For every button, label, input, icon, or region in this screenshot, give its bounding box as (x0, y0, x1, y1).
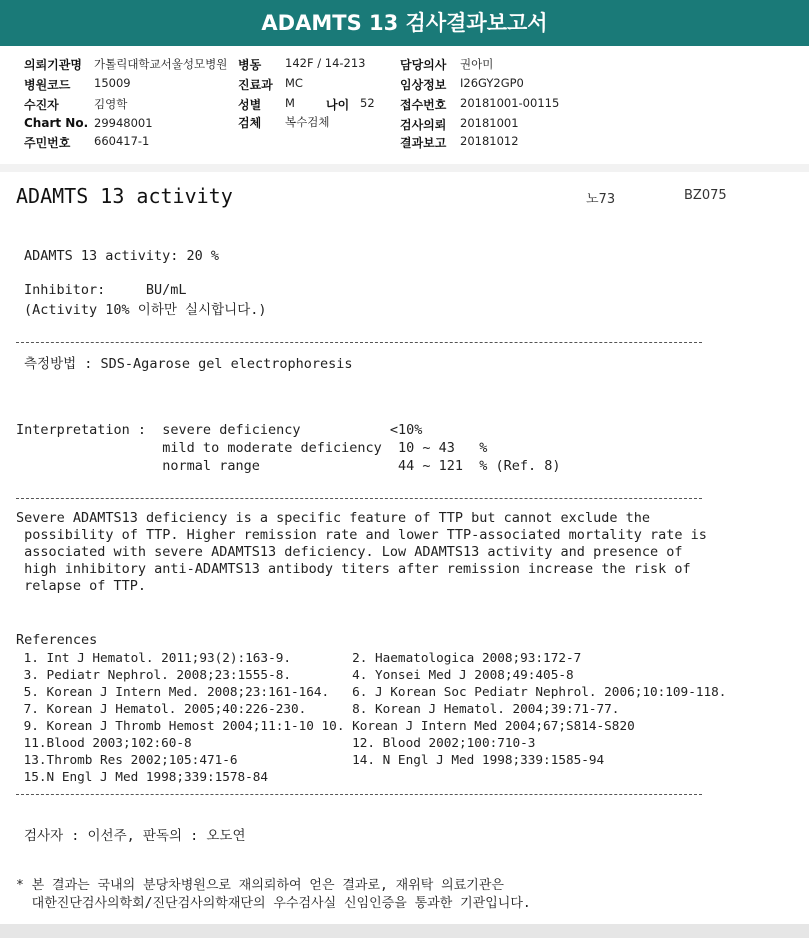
resident-id-label: 주민번호 (24, 136, 71, 150)
references-title: References (16, 632, 98, 648)
interpretation-line: Interpretation : severe deficiency <10% (16, 422, 423, 438)
method-line: 측정방법 : SDS-Agarose gel electrophoresis (24, 356, 353, 372)
divider (16, 498, 702, 499)
interpretation-line: mild to moderate deficiency 10 ~ 43 % (16, 440, 488, 456)
page-bottom-bar (0, 924, 809, 938)
sex-value: M (285, 96, 295, 110)
patient-value: 김영학 (94, 97, 128, 111)
chart-no-value: 29948001 (94, 116, 153, 130)
request-date-value: 20181001 (460, 116, 519, 130)
request-date-label: 검사의뢰 (400, 118, 447, 132)
sex-label: 성별 (238, 98, 262, 112)
receipt-no-label: 접수번호 (400, 98, 447, 112)
paragraph-line: relapse of TTP. (16, 578, 147, 594)
reference-line: 7. Korean J Hematol. 2005;40:226-230. 8. Korean J Hematol. 2004;39:71-77. (16, 701, 620, 716)
reference-line: 15.N Engl J Med 1998;339:1578-84 (16, 769, 269, 784)
resident-id-value: 660417-1 (94, 134, 150, 148)
patient-label: 수진자 (24, 98, 59, 112)
specimen-label: 검체 (238, 116, 262, 130)
specimen-value: 복수검체 (285, 115, 330, 129)
report-banner-title: ADAMTS 13 검사결과보고서 (0, 0, 809, 46)
reference-line: 11.Blood 2003;102:60-8 12. Blood 2002;100:710-3 (16, 735, 536, 750)
reference-line: 3. Pediatr Nephrol. 2008;23:1555-8. 4. Yonsei Med J 2008;49:405-8 (16, 667, 574, 682)
doctor-value: 권아미 (460, 57, 494, 71)
ward-label: 병동 (238, 58, 262, 72)
report-date-label: 결과보고 (400, 136, 447, 150)
reference-line: 9. Korean J Thromb Hemost 2004;11:1-10 10. Korean J Intern Med 2004;67;S814-S820 (16, 718, 635, 733)
report-code-1: 노73 (586, 192, 616, 207)
clinical-info-value: I26GY2GP0 (460, 76, 524, 90)
report-date-value: 20181012 (460, 134, 519, 148)
clinical-info-label: 임상정보 (400, 78, 447, 92)
report-body (0, 172, 809, 924)
dept-label: 진료과 (238, 78, 273, 92)
paragraph-line: associated with severe ADAMTS13 deficiency. Low ADAMTS13 activity and presence of (16, 544, 683, 560)
paragraph-line: possibility of TTP. Higher remission rate and lower TTP-associated mortality rate is (16, 527, 707, 543)
inhibitor-note: (Activity 10% 이하만 실시합니다.) (24, 302, 267, 318)
patient-header (0, 46, 809, 164)
reference-line: 1. Int J Hematol. 2011;93(2):163-9. 2. Haematologica 2008;93:172-7 (16, 650, 582, 665)
report-title: ADAMTS 13 activity (16, 184, 233, 208)
footnote-line: * 본 결과는 국내의 분당차병원으로 재의뢰하여 얻은 결과로, 재위탁 의료기관은 (16, 878, 504, 893)
examiner-line: 검사자 : 이선주, 판독의 : 오도연 (24, 828, 246, 844)
dept-value: MC (285, 76, 303, 90)
receipt-no-value: 20181001-00115 (460, 96, 560, 110)
doctor-label: 담당의사 (400, 58, 447, 72)
hospital-value: 가톨릭대학교서울성모병원 (94, 57, 228, 71)
activity-result: ADAMTS 13 activity: 20 % (24, 248, 220, 264)
divider (16, 794, 702, 795)
age-label: 나이 (326, 98, 350, 112)
age-value: 52 (360, 96, 375, 110)
hospital-label: 의뢰기관명 (24, 58, 82, 72)
reference-line: 13.Thromb Res 2002;105:471-6 14. N Engl J Med 1998;339:1585-94 (16, 752, 605, 767)
hospital-code-label: 병원코드 (24, 78, 71, 92)
paragraph-line: Severe ADAMTS13 deficiency is a specific feature of TTP but cannot exclude the (16, 510, 650, 526)
reference-line: 5. Korean J Intern Med. 2008;23:161-164. 6. J Korean Soc Pediatr Nephrol. 2006;10:109-118. (16, 684, 727, 699)
hospital-code-value: 15009 (94, 76, 131, 90)
footnote-line: 대한진단검사의학회/진단검사의학재단의 우수검사실 신임인증을 통과한 기관입니다. (16, 896, 531, 911)
divider (16, 342, 702, 343)
paragraph-line: high inhibitory anti-ADAMTS13 antibody titers after remission increase the risk of (16, 561, 691, 577)
report-code-2: BZ075 (684, 188, 727, 203)
interpretation-line: normal range 44 ~ 121 % (Ref. 8) (16, 458, 561, 474)
ward-value: 142F / 14-213 (285, 56, 366, 70)
inhibitor-result: Inhibitor: BU/mL (24, 282, 187, 298)
chart-no-label: Chart No. (24, 116, 89, 130)
